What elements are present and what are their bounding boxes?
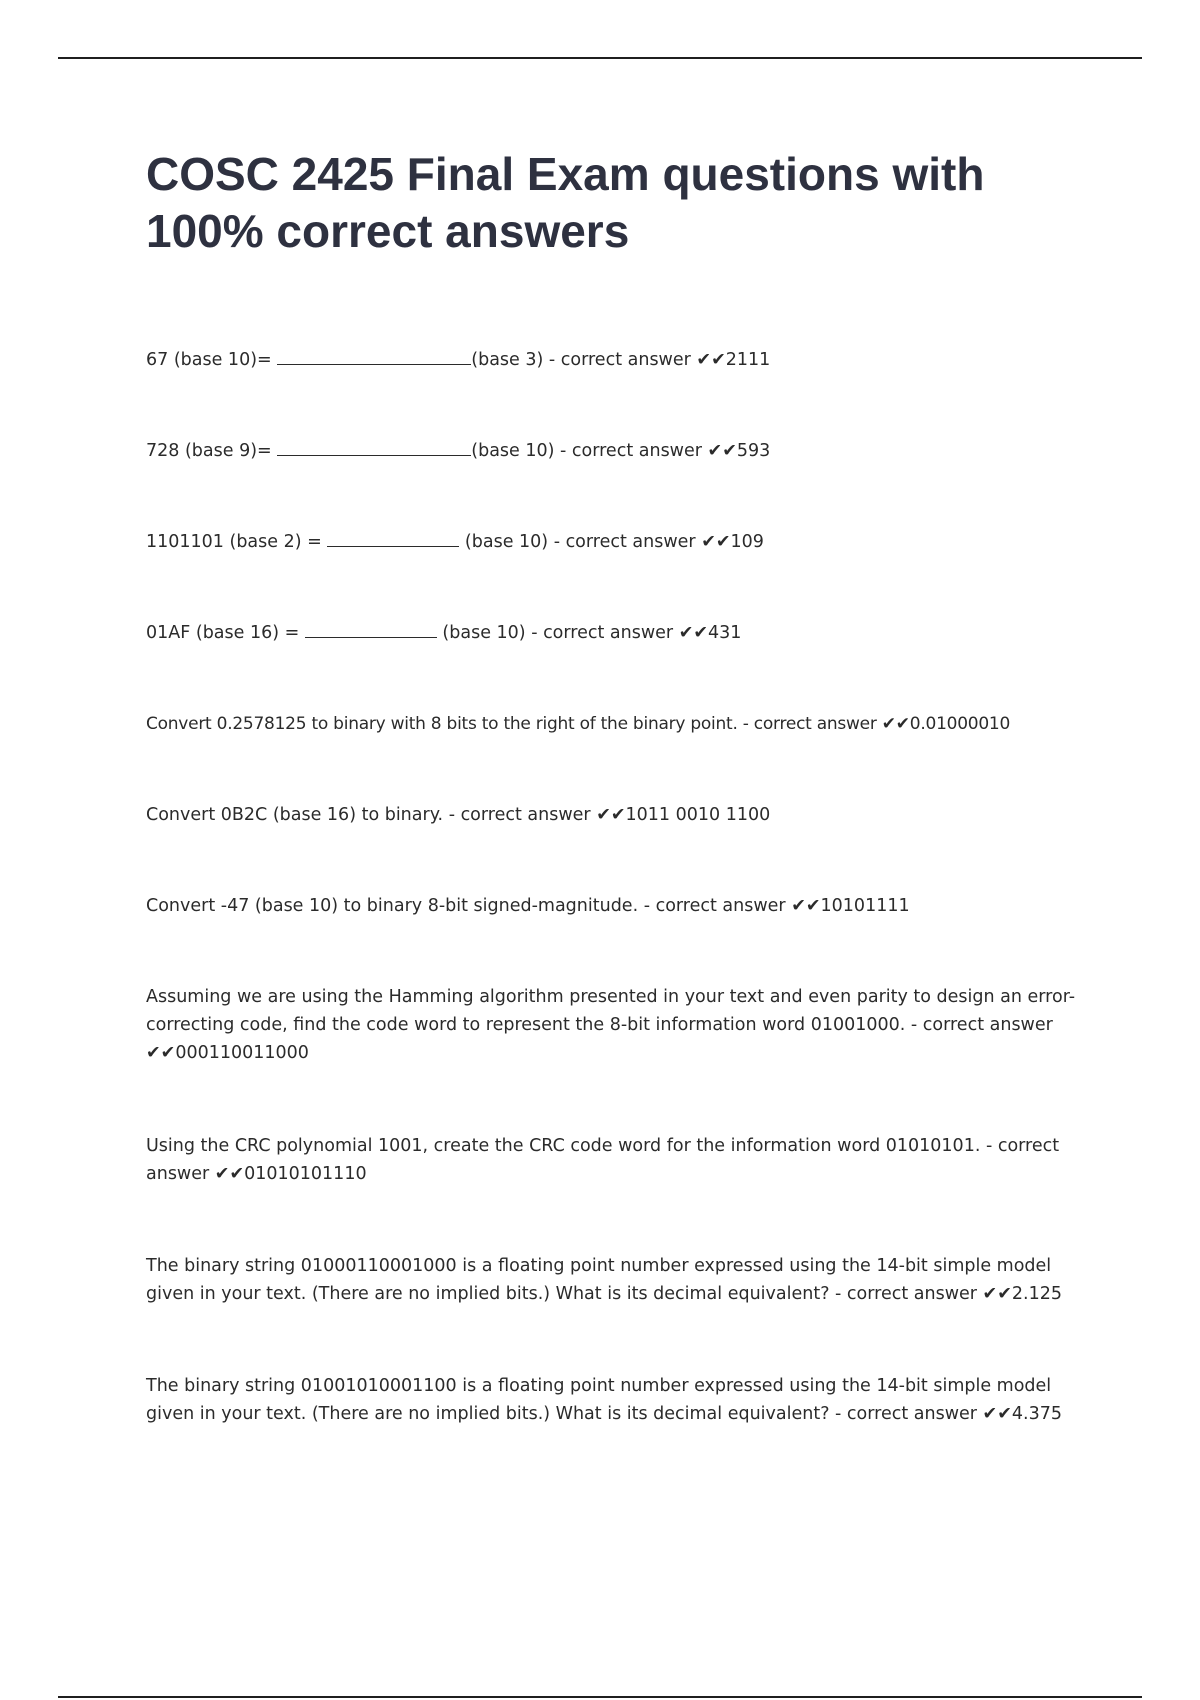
answer-separator: - correct answer <box>525 623 679 643</box>
question-1 <box>146 346 1096 374</box>
question-text: Convert -47 (base 10) to binary 8-bit signed-magnitude. <box>146 896 639 916</box>
answer-value: 2111 <box>725 350 771 370</box>
answer-separator: - correct answer <box>905 1015 1053 1035</box>
document-title: COSC 2425 Final Exam questions with 100% correct answers <box>146 148 985 257</box>
checkmark-icon: ✔✔ <box>881 714 910 734</box>
question-10 <box>146 1252 1096 1308</box>
question-3 <box>146 528 1096 556</box>
question-text: The binary string 01001010001100 is a floating point number expressed using the 14-bit simple model given in your text. (There are no implied bits.) What is its decimal equivalent? <box>146 1376 1052 1424</box>
checkmark-icon: ✔✔ <box>791 896 821 916</box>
question-9 <box>146 1132 1096 1188</box>
checkmark-icon: ✔✔ <box>678 623 709 643</box>
answer-blank <box>277 437 471 456</box>
answer-value: 10101111 <box>820 896 910 916</box>
answer-separator: - correct answer <box>638 896 792 916</box>
question-4 <box>146 619 1096 647</box>
checkmark-icon: ✔✔ <box>146 1043 176 1063</box>
question-text: 1101101 (base 2) = <box>146 532 328 552</box>
checkmark-icon: ✔✔ <box>596 805 626 825</box>
answer-separator: - correct answer <box>443 805 597 825</box>
checkmark-icon: ✔✔ <box>214 1164 245 1184</box>
answer-separator: - correct answer <box>829 1284 983 1304</box>
answer-value: 0.01000010 <box>909 714 1011 734</box>
question-suffix: (base 10) <box>436 623 526 643</box>
footer-rule <box>58 1696 1142 1698</box>
answer-value: 593 <box>736 441 771 461</box>
answer-value: 1011 0010 1100 <box>625 805 771 825</box>
question-text: 728 (base 9)= <box>146 441 278 461</box>
question-text: Using the CRC polynomial 1001, create the CRC code word for the information word 01010101. <box>146 1136 981 1156</box>
checkmark-icon: ✔✔ <box>701 532 731 552</box>
answer-separator: - correct answer <box>554 441 708 461</box>
question-text: 67 (base 10)= <box>146 350 278 370</box>
question-2 <box>146 437 1096 465</box>
answer-value: 4.375 <box>1011 1404 1062 1424</box>
answer-separator: - correct answer <box>146 1136 1060 1184</box>
question-suffix: (base 10) <box>459 532 549 552</box>
answer-separator: - correct answer <box>829 1404 983 1424</box>
question-11 <box>146 1372 1096 1428</box>
answer-separator: - correct answer <box>543 350 697 370</box>
question-text: Convert 0.2578125 to binary with 8 bits to the right of the binary point. <box>146 714 738 734</box>
answer-value: 000110011000 <box>175 1043 309 1063</box>
answer-blank <box>305 619 437 638</box>
question-7 <box>146 892 1096 920</box>
question-suffix: (base 3) <box>471 350 544 370</box>
checkmark-icon: ✔✔ <box>707 441 737 461</box>
checkmark-icon: ✔✔ <box>696 350 726 370</box>
question-text: Convert 0B2C (base 16) to binary. <box>146 805 444 825</box>
question-5 <box>146 710 1096 738</box>
answer-separator: - correct answer <box>737 714 882 734</box>
question-text: The binary string 01000110001000 is a floating point number expressed using the 14-bit simple model given in your text. (There are no implied bits.) What is its decimal equivalent? <box>146 1256 1052 1304</box>
answer-separator: - correct answer <box>548 532 702 552</box>
answer-blank <box>327 528 459 547</box>
checkmark-icon: ✔✔ <box>982 1404 1012 1424</box>
answer-blank <box>277 346 471 365</box>
question-text: 01AF (base 16) = <box>146 623 305 643</box>
answer-value: 431 <box>708 623 742 643</box>
question-text: Assuming we are using the Hamming algorithm presented in your text and even parity to design an error-correcting code, find the code word to represent the 8-bit information word 01001000. <box>146 987 1076 1035</box>
answer-value: 109 <box>730 532 764 552</box>
answer-value: 01010101110 <box>244 1164 367 1184</box>
answer-value: 2.125 <box>1011 1284 1062 1304</box>
question-8 <box>146 983 1096 1067</box>
checkmark-icon: ✔✔ <box>982 1284 1012 1304</box>
header-rule <box>58 57 1142 59</box>
question-suffix: (base 10) <box>471 441 555 461</box>
question-6 <box>146 801 1096 829</box>
